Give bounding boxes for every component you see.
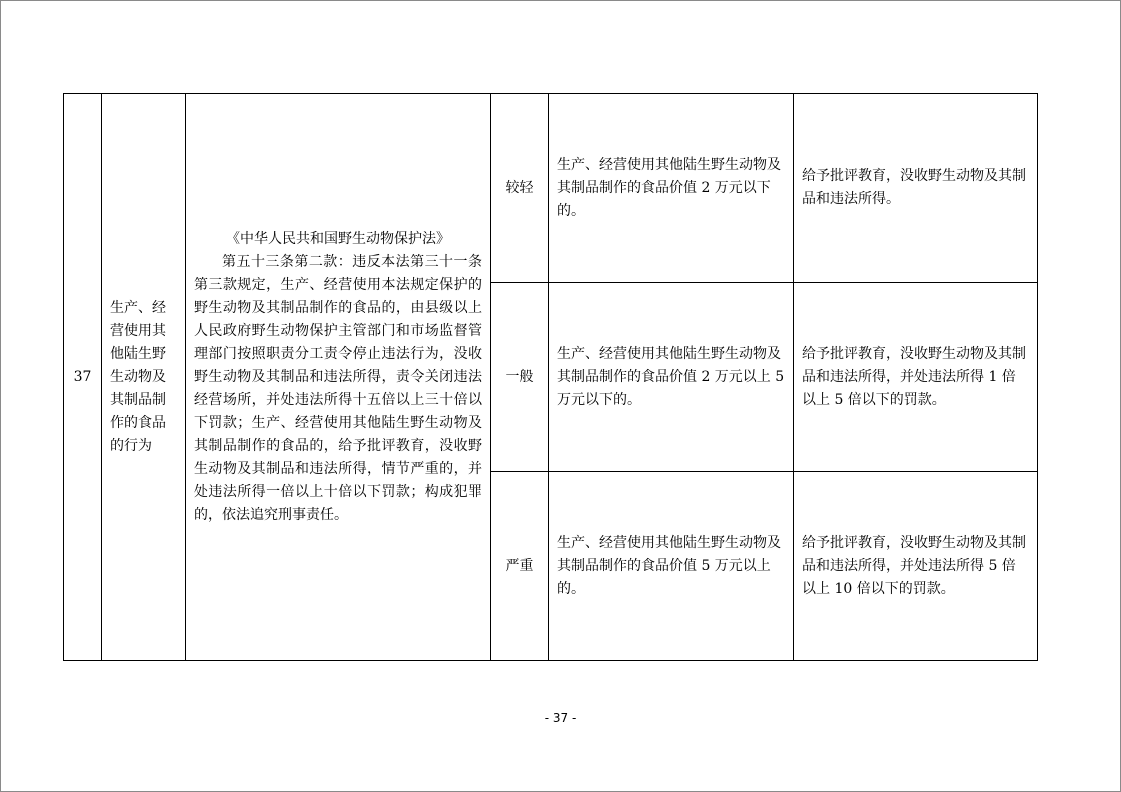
penalty-standard: 给予批评教育，没收野生动物及其制品和违法所得，并处违法所得 5 倍以上 10 倍以下的罚款。 xyxy=(794,472,1038,661)
severity-level: 一般 xyxy=(491,283,549,472)
severity-level: 较轻 xyxy=(491,94,549,283)
severity-level: 严重 xyxy=(491,472,549,661)
page-number: - 37 - xyxy=(544,711,577,725)
row-number: 37 xyxy=(64,94,102,661)
violation-condition: 生产、经营使用其他陆生野生动物及其制品制作的食品价值 2 万元以下的。 xyxy=(549,94,794,283)
law-title: 《中华人民共和国野生动物保护法》 xyxy=(226,230,450,247)
penalty-standard: 给予批评教育，没收野生动物及其制品和违法所得。 xyxy=(794,94,1038,283)
violation-condition: 生产、经营使用其他陆生野生动物及其制品制作的食品价值 2 万元以上 5 万元以下的。 xyxy=(549,283,794,472)
legal-basis xyxy=(186,94,491,661)
penalty-standard: 给予批评教育，没收野生动物及其制品和违法所得，并处违法所得 1 倍以上 5 倍以下的罚款。 xyxy=(794,283,1038,472)
violation-condition: 生产、经营使用其他陆生野生动物及其制品制作的食品价值 5 万元以上的。 xyxy=(549,472,794,661)
violation-behavior: 生产、经营使用其他陆生野生动物及其制品制作的食品的行为 xyxy=(102,94,186,661)
law-article: 第五十三条第二款：违反本法第三十一条第三款规定，生产、经营使用本法规定保护的野生动物及其制品制作的食品的，由县级以上人民政府野生动物保护主管部门和市场监督管理部门按照职责分工责令停止违法行为，没收野生动物及其制品和违法所得，责令关闭违法经营场所，并处违法所得十五倍以上三十倍以下罚款；生产、经营使用其他陆生野生动物及其制品制作的食品的，给予批评教育，没收野生动物及其制品和违法所得，情节严重的，并处违法所得一倍以上十倍以下罚款；构成犯罪的，依法追究刑事责任。 xyxy=(194,253,482,523)
penalty-discretion-table xyxy=(63,93,1038,661)
table-row xyxy=(64,94,1038,283)
